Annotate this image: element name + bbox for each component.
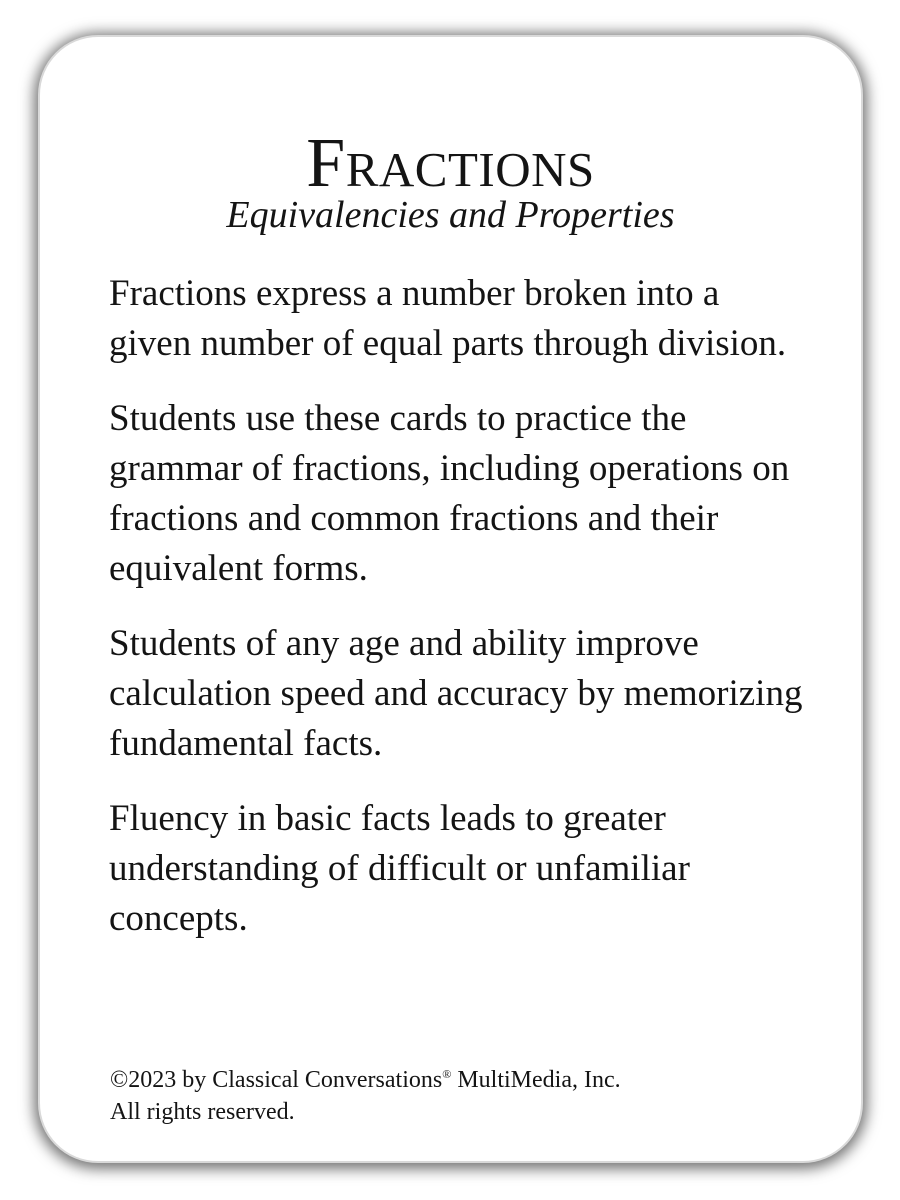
registered-mark: ® [442, 1067, 452, 1081]
info-card [40, 37, 861, 1161]
paragraph-purpose: Students use these cards to practice the grammar of fractions, including operations on fractions and common fractions and their equivalent forms. [109, 398, 790, 589]
copyright-line [110, 1064, 810, 1096]
copyright-suffix: MultiMedia, Inc. [451, 1067, 621, 1093]
copyright-prefix: ©2023 by Classical Conversations [110, 1067, 443, 1093]
paragraph-fluency: Fluency in basic facts leads to greater understanding of difficult or unfamiliar concepts. [109, 798, 690, 939]
card-body [109, 269, 809, 969]
paragraph-definition: Fractions express a number broken into a given number of equal parts through division. [109, 273, 787, 364]
card-subtitle: Equivalencies and Properties [226, 194, 675, 236]
rights-line: All rights reserved. [110, 1099, 295, 1125]
card-title: Fractions [306, 125, 595, 202]
copyright-footer [110, 1064, 810, 1128]
paragraph-benefit: Students of any age and ability improve calculation speed and accuracy by memorizing fundamental facts. [109, 623, 803, 764]
